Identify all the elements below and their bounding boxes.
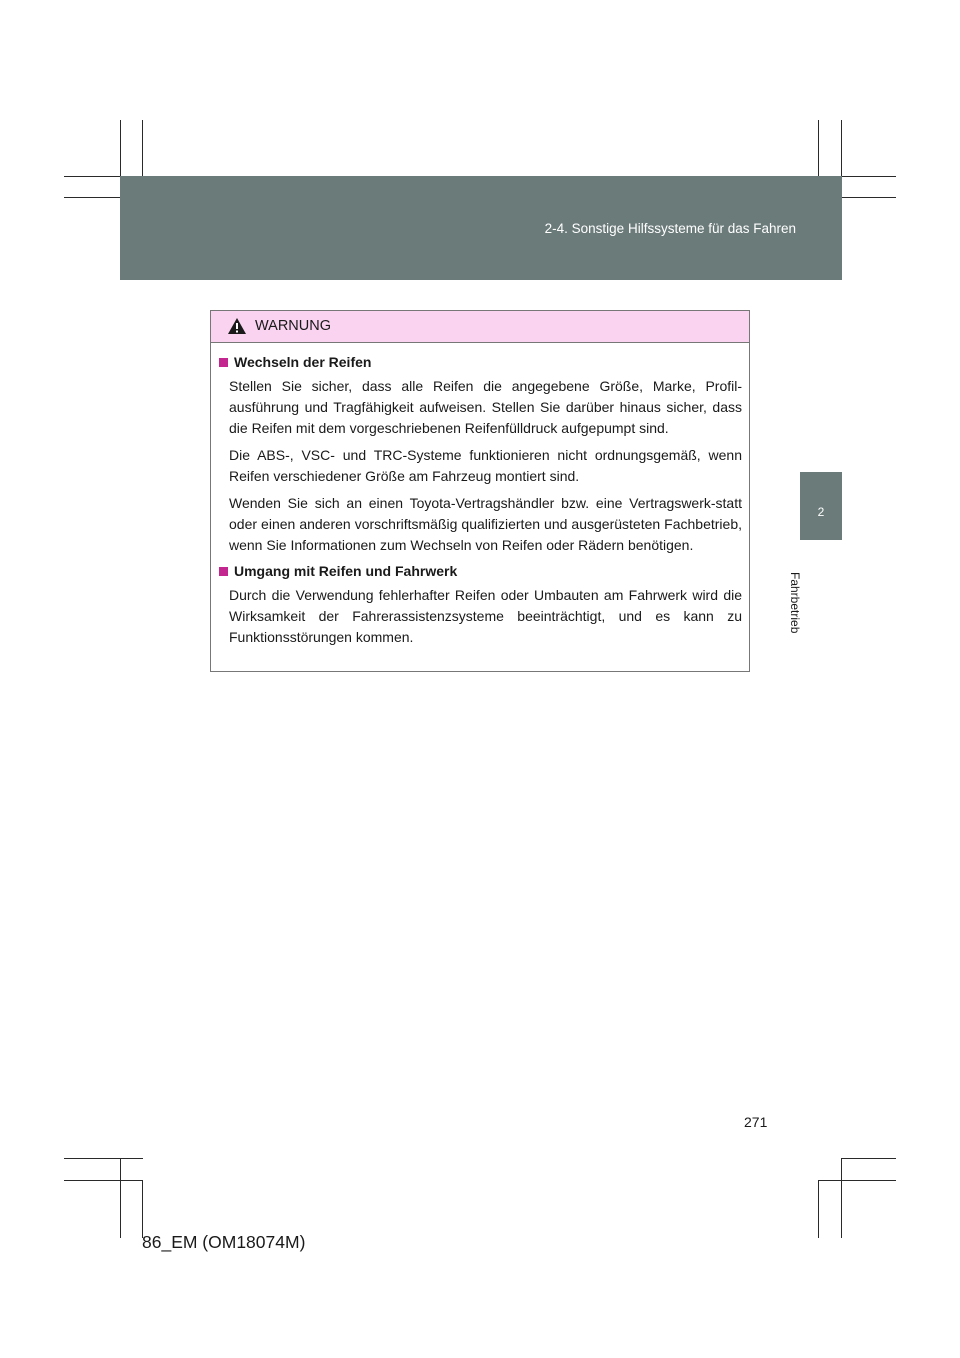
paragraph: Die ABS-, VSC- und TRC-Systeme funktionieren nicht ordnungsgemäß, wenn Reifen verschiedener Größe am Fahrzeug montiert sind.: [229, 447, 742, 484]
section-heading: Umgang mit Reifen und Fahrwerk: [219, 562, 742, 580]
header-band: [120, 176, 842, 280]
warning-body: [211, 343, 749, 648]
chapter-label: Fahrbetrieb: [788, 572, 802, 634]
chapter-tab: [800, 472, 842, 540]
paragraph: Durch die Verwendung fehlerhafter Reifen oder Umbauten am Fahrwerk wird die Wirksamkeit der Fahrerassistenzsysteme beeinträchtigt, und es kann zu Funktionsstörungen kommen.: [229, 587, 742, 645]
square-bullet-icon: [219, 567, 228, 576]
chapter-number: 2: [817, 505, 825, 519]
paragraph: Wenden Sie sich an einen Toyota-Vertragshändler bzw. eine Vertragswerk-statt oder einen anderen vorschriftsmäßig qualifizierten und ausgerüsteten Fachbetrieb, wenn Sie Informationen zum Wechseln von Reifen oder Rädern benötigen.: [229, 495, 742, 553]
document-code: 86_EM (OM18074M): [142, 1232, 306, 1252]
square-bullet-icon: [219, 358, 228, 367]
paragraph: Stellen Sie sicher, dass alle Reifen die angegebene Größe, Marke, Profil-ausführung und Tragfähigkeit aufweisen. Stellen Sie darüber hinaus sicher, dass die Reifen mit dem vorgeschriebenen Reifenfülldruck aufgepumpt sind.: [229, 378, 742, 436]
warning-title: WARNUNG: [255, 318, 331, 334]
warning-header: [211, 311, 749, 343]
page-number: 271: [744, 1114, 768, 1130]
section-title: 2-4. Sonstige Hilfssysteme für das Fahren: [544, 221, 796, 236]
warning-box: [210, 310, 750, 672]
section-heading: Wechseln der Reifen: [219, 353, 742, 371]
warning-triangle-icon: [227, 317, 247, 335]
